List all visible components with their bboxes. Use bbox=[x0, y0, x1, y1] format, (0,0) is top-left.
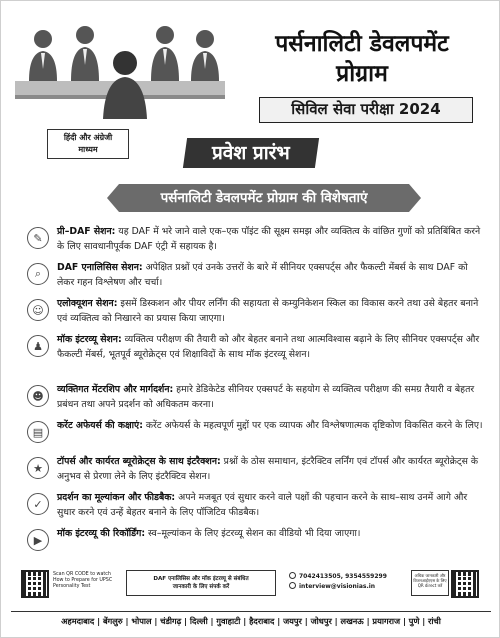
exam-subtitle: सिविल सेवा परीक्षा 2024 bbox=[259, 97, 473, 123]
footer bbox=[21, 566, 481, 606]
analysis-icon: ⌕ bbox=[27, 263, 49, 285]
qr-caption: Scan QR CODE to watch How to Prepare for UPSC Personality Test bbox=[53, 572, 113, 589]
feature-heading: व्यक्तिगत मेंटरशिप और मार्गदर्शन: bbox=[57, 384, 174, 395]
phone-icon bbox=[289, 572, 296, 579]
language-badge-line2: माध्यम bbox=[78, 145, 98, 154]
toppers-icon: ★ bbox=[27, 457, 49, 479]
title-line-1: पर्सनालिटी डेवलपमेंट bbox=[275, 31, 449, 57]
feature-heading: DAF एनालिसिस सेशन: bbox=[57, 262, 143, 273]
language-badge bbox=[47, 129, 129, 159]
partner-note bbox=[411, 570, 449, 596]
feature-text: स्व–मूल्यांकन के लिए इंटरव्यू सेशन का वीडियो भी दिया जाएगा। bbox=[145, 528, 361, 539]
feature-text: अपेक्षित प्रश्नों एवं उनके उत्तरों के बारे में सीनियर एक्सपर्ट्स और फैकल्टी मेंबर्स के साथ DAF को लेकर गहन विश्लेषण और चर्चा। bbox=[57, 262, 468, 288]
interview-icon: ♟ bbox=[27, 335, 49, 357]
feature-heading: प्रदर्शन का मूल्यांकन और फीडबैक: bbox=[57, 492, 176, 503]
feature-text: व्यक्तित्व परीक्षण की तैयारी को और बेहतर बनाने तथा आत्मविश्वास बढ़ाने के लिए सीनियर एक्सपर्ट्स और फैकल्टी मेंबर्स, भूतपूर्व ब्यूरोक्रेट्स एवं शिक्षाविदों के साथ मॉक इंटरव्यू सेशन। bbox=[57, 334, 480, 360]
current-affairs-icon: ▤ bbox=[27, 421, 49, 443]
recording-icon: ▶ bbox=[27, 529, 49, 551]
partner-line3: QR direct करें bbox=[417, 583, 443, 588]
interview-panel-illustration bbox=[15, 19, 225, 119]
features-banner: पर्सनालिटी डेवलपमेंट प्रोग्राम की विशेषताएं bbox=[119, 184, 409, 212]
admission-label: प्रवेश प्रारंभ bbox=[212, 142, 290, 164]
qr-code-icon[interactable] bbox=[21, 570, 49, 598]
feature-text: अपने मजबूत एवं सुधार करने वाले पक्षों की पहचान करने के साथ–साथ उनमें आगे और सुधार करने एवं उन्हें बेहतर बनाने के लिए पॉजिटिव फीडबैक। bbox=[57, 492, 468, 518]
daf-box-line1: DAF एनालिसिस और मॉक इंटरव्यू से संबंधित bbox=[153, 576, 249, 582]
qr-code-icon[interactable] bbox=[451, 570, 479, 598]
daf-contact-box bbox=[126, 570, 276, 596]
discussion-icon: ☺ bbox=[27, 299, 49, 321]
mentor-icon: ☻ bbox=[27, 385, 49, 407]
feature-heading: मॉक इंटरव्यू सेशन: bbox=[57, 334, 122, 345]
feature-text: प्रश्नों के ठोस समाधान, इंटरैक्टिव लर्निंग एवं टॉपर्स और कार्यरत ब्यूरोक्रेट्स के अनुभव से प्रेरणा लेने के लिए इंटरैक्टिव सेशन। bbox=[57, 456, 478, 482]
feedback-icon: ✓ bbox=[27, 493, 49, 515]
partner-line2: विजनआईएएस के लिए bbox=[413, 578, 447, 583]
feature-text: करेंट अफेयर्स के महत्वपूर्ण मुद्दों पर एक व्यापक और विश्लेषणात्मक दृष्टिकोण विकसित करने के लिए। bbox=[142, 420, 483, 431]
title-line-2: प्रोग्राम bbox=[336, 61, 388, 87]
feature-text: हमारे डेडिकेटेड सीनियर एक्सपर्ट के सहयोग से व्यक्तित्व परीक्षण की समग्र तैयारी व बेहतर प्रबंधन तथा अपने प्रदर्शन को अधिकतम करना। bbox=[57, 384, 475, 410]
email-icon bbox=[289, 582, 296, 589]
feature-text: यह DAF में भरे जाने वाले एक–एक पॉइंट की सूक्ष्म समझ और व्यक्तित्व के वांछित गुणों को प्रतिबिंबित करने के लिए सावधानीपूर्वक DAF एंट्री में सहायक है। bbox=[57, 226, 481, 252]
admission-open-badge bbox=[183, 138, 319, 168]
contact-info bbox=[289, 572, 409, 592]
city-list: अहमदाबाद | बेंगलुरु | भोपाल | चंडीगढ़ | दिल्ली | गुवाहाटी | हैदराबाद | जयपुर | जोधपुर | लखनऊ | प्रयागराज | पुणे | रांची bbox=[11, 611, 491, 631]
feature-text: इसमें डिस्कशन और पीयर लर्निंग की सहायता से कम्युनिकेशन स्किल का विकास करने तथा उसे बेहतर बनाने एवं व्यक्तित्व को निखारने का प्रयास किया जाएगा। bbox=[57, 298, 479, 324]
document-icon: ✎ bbox=[27, 227, 49, 249]
feature-heading: टॉपर्स और कार्यरत ब्यूरोक्रेट्स के साथ इंटरैक्शन: bbox=[57, 456, 221, 467]
daf-box-line2: जानकारी के लिए संपर्क करें bbox=[172, 584, 230, 590]
language-badge-line1: हिंदी और अंग्रेजी bbox=[63, 133, 113, 142]
email-address[interactable]: interview@visionias.in bbox=[299, 583, 376, 590]
phone-numbers[interactable]: 7042413505, 9354559299 bbox=[299, 573, 387, 580]
feature-heading: करेंट अफेयर्स की कक्षाएं: bbox=[57, 420, 143, 431]
feature-heading: प्री–DAF सेशन: bbox=[57, 226, 116, 237]
feature-heading: मॉक इंटरव्यू की रिकॉर्डिंग: bbox=[57, 528, 146, 539]
program-title bbox=[237, 29, 487, 89]
partner-line1: अधिक जानकारी और bbox=[414, 573, 446, 578]
feature-heading: एलोक्यूशन सेशन: bbox=[57, 298, 118, 309]
